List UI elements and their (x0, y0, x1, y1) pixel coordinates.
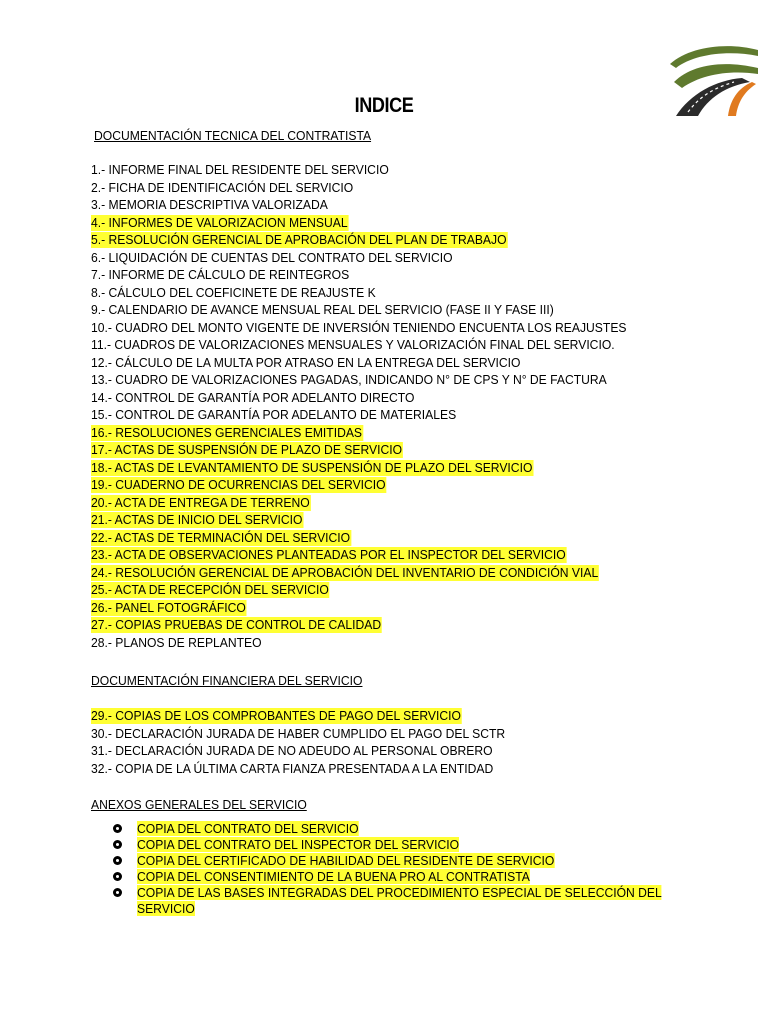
index-entry (91, 511, 680, 529)
index-entry (91, 707, 680, 725)
anexos-list (113, 821, 673, 917)
index-entry-text: 11.- CUADROS DE VALORIZACIONES MENSUALES Y VALORIZACIÓN FINAL DEL SERVICIO. (91, 337, 615, 352)
page-title: INDICE (354, 94, 414, 117)
index-entry-text: 21.- ACTAS DE INICIO DEL SERVICIO (91, 512, 303, 527)
index-entry-text: 31.- DECLARACIÓN JURADA DE NO ADEUDO AL PERSONAL OBRERO (91, 743, 493, 758)
bullet-icon (113, 824, 122, 833)
bullet-icon (113, 840, 122, 849)
bullet-icon (113, 888, 122, 897)
annex-item-text: COPIA DEL CONTRATO DEL INSPECTOR DEL SERVICIO (137, 837, 460, 852)
tecnica-list (91, 161, 731, 651)
index-entry (91, 336, 680, 354)
index-entry (91, 634, 680, 652)
annex-list-item (113, 821, 673, 837)
index-entry (91, 424, 680, 442)
section-heading-anexos: ANEXOS GENERALES DEL SERVICIO (91, 797, 307, 812)
index-entry (91, 266, 680, 284)
annex-item-text: COPIA DE LAS BASES INTEGRADAS DEL PROCEDIMIENTO ESPECIAL DE SELECCIÓN DEL SERVICIO (137, 885, 662, 916)
index-entry-text: 19.- CUADERNO DE OCURRENCIAS DEL SERVICIO (91, 477, 386, 492)
index-entry-text: 4.- INFORMES DE VALORIZACION MENSUAL (91, 214, 348, 230)
index-entry-text: 25.- ACTA DE RECEPCIÓN DEL SERVICIO (91, 582, 329, 597)
index-entry (91, 371, 680, 389)
index-entry-text: 15.- CONTROL DE GARANTÍA POR ADELANTO DE MATERIALES (91, 407, 457, 422)
annex-list-item (113, 853, 673, 869)
index-entry-text: 1.- INFORME FINAL DEL RESIDENTE DEL SERVICIO (91, 162, 389, 177)
index-entry (91, 354, 680, 372)
index-entry (91, 564, 680, 582)
index-entry (91, 284, 680, 302)
index-entry-text: 30.- DECLARACIÓN JURADA DE HABER CUMPLIDO EL PAGO DEL SCTR (91, 725, 506, 741)
index-entry-text: 22.- ACTAS DE TERMINACIÓN DEL SERVICIO (91, 529, 351, 545)
index-entry-text: 28.- PLANOS DE REPLANTEO (91, 634, 262, 650)
index-entry (91, 494, 680, 512)
index-entry (91, 581, 680, 599)
index-entry-text: 32.- COPIA DE LA ÚLTIMA CARTA FIANZA PRESENTADA A LA ENTIDAD (91, 760, 494, 776)
index-entry (91, 760, 680, 778)
index-entry (91, 161, 680, 179)
annex-list-item (113, 869, 673, 885)
annex-item-text: COPIA DEL CONTRATO DEL SERVICIO (137, 821, 359, 836)
index-entry (91, 231, 680, 249)
annex-list-item (113, 885, 673, 917)
annex-item-text: COPIA DEL CONSENTIMIENTO DE LA BUENA PRO AL CONTRATISTA (137, 869, 530, 884)
index-entry-text: 17.- ACTAS DE SUSPENSIÓN DE PLAZO DE SERVICIO (91, 442, 403, 457)
index-entry-text: 2.- FICHA DE IDENTIFICACIÓN DEL SERVICIO (91, 179, 354, 195)
index-entry (91, 196, 680, 214)
index-entry (91, 441, 680, 459)
index-entry (91, 725, 680, 743)
index-entry-text: 7.- INFORME DE CÁLCULO DE REINTEGROS (91, 267, 350, 282)
index-entry (91, 459, 680, 477)
index-entry (91, 529, 680, 547)
section-heading-tecnica: DOCUMENTACIÓN TECNICA DEL CONTRATISTA (94, 128, 372, 143)
index-entry (91, 249, 680, 267)
index-entry-text: 5.- RESOLUCIÓN GERENCIAL DE APROBACIÓN DEL PLAN DE TRABAJO (91, 232, 507, 247)
index-entry-text: 3.- MEMORIA DESCRIPTIVA VALORIZADA (91, 197, 328, 212)
financiera-list (91, 707, 731, 777)
index-entry-text: 10.- CUADRO DEL MONTO VIGENTE DE INVERSIÓN TENIENDO ENCUENTA LOS REAJUSTES (91, 319, 627, 335)
index-entry-text: 26.- PANEL FOTOGRÁFICO (91, 599, 246, 615)
section-heading-financiera: DOCUMENTACIÓN FINANCIERA DEL SERVICIO (91, 673, 363, 688)
index-entry (91, 476, 680, 494)
index-entry (91, 319, 680, 337)
index-entry-text: 6.- LIQUIDACIÓN DE CUENTAS DEL CONTRATO DEL SERVICIO (91, 249, 453, 265)
index-entry-text: 8.- CÁLCULO DEL COEFICINETE DE REAJUSTE K (91, 284, 376, 300)
index-entry-text: 23.- ACTA DE OBSERVACIONES PLANTEADAS POR EL INSPECTOR DEL SERVICIO (91, 547, 566, 562)
index-entry-text: 13.- CUADRO DE VALORIZACIONES PAGADAS, INDICANDO N° DE CPS Y N° DE FACTURA (91, 372, 607, 387)
index-entry (91, 301, 680, 319)
index-entry-text: 29.- COPIAS DE LOS COMPROBANTES DE PAGO DEL SERVICIO (91, 708, 461, 723)
index-entry-text: 9.- CALENDARIO DE AVANCE MENSUAL REAL DEL SERVICIO (FASE II Y FASE III) (91, 302, 554, 317)
annex-item-text: COPIA DEL CERTIFICADO DE HABILIDAD DEL RESIDENTE DE SERVICIO (137, 853, 555, 868)
index-entry-text: 16.- RESOLUCIONES GERENCIALES EMITIDAS (91, 424, 363, 440)
index-entry (91, 406, 680, 424)
index-entry-text: 27.- COPIAS PRUEBAS DE CONTROL DE CALIDAD (91, 617, 382, 632)
annex-list-item (113, 837, 673, 853)
index-entry-text: 12.- CÁLCULO DE LA MULTA POR ATRASO EN LA ENTREGA DEL SERVICIO (91, 354, 521, 370)
index-entry (91, 742, 680, 760)
bullet-icon (113, 856, 122, 865)
index-entry (91, 546, 680, 564)
bullet-icon (113, 872, 122, 881)
index-entry (91, 214, 680, 232)
index-entry-text: 24.- RESOLUCIÓN GERENCIAL DE APROBACIÓN DEL INVENTARIO DE CONDICIÓN VIAL (91, 564, 599, 580)
index-entry-text: 14.- CONTROL DE GARANTÍA POR ADELANTO DIRECTO (91, 389, 415, 405)
index-entry (91, 179, 680, 197)
index-entry (91, 599, 680, 617)
index-entry-text: 18.- ACTAS DE LEVANTAMIENTO DE SUSPENSIÓN DE PLAZO DEL SERVICIO (91, 459, 533, 475)
index-entry (91, 616, 680, 634)
index-entry-text: 20.- ACTA DE ENTREGA DE TERRENO (91, 494, 310, 510)
index-entry (91, 389, 680, 407)
